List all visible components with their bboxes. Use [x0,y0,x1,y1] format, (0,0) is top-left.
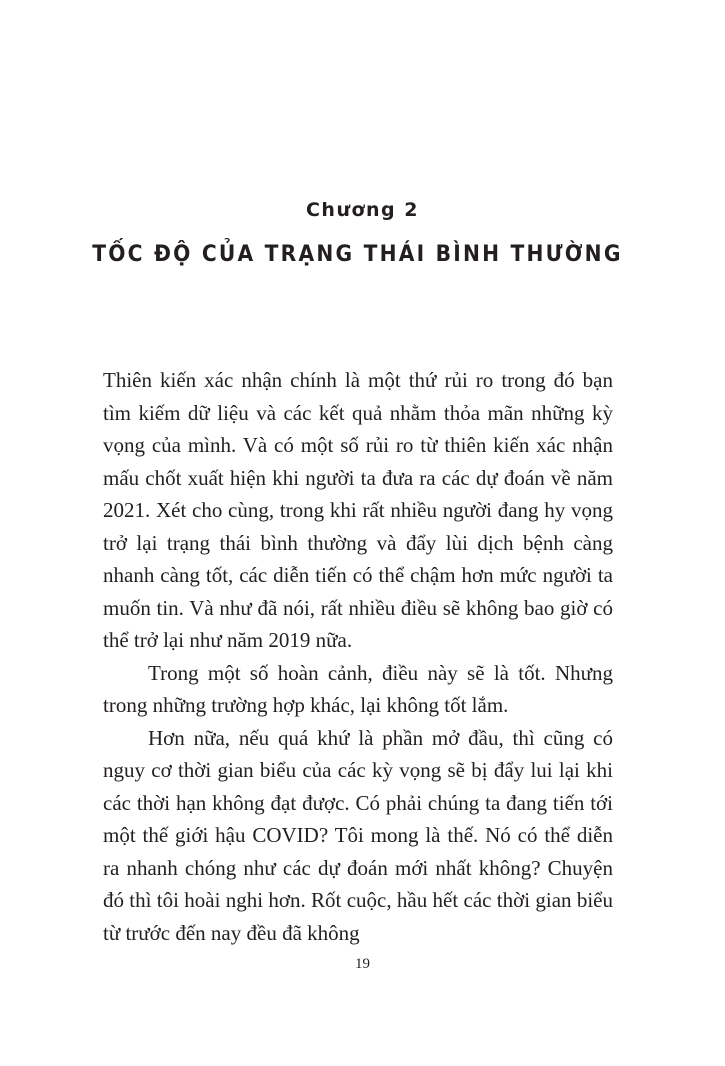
page-number: 19 [355,956,370,972]
paragraph-2: Trong một số hoàn cảnh, điều này sẽ là tốt. Nhưng trong những trường hợp khác, lại không tốt lắm. [103,660,613,717]
body-text [103,364,613,949]
paragraph-3: Hơn nữa, nếu quá khứ là phần mở đầu, thì cũng có nguy cơ thời gian biểu của các kỳ vọng sẽ bị đẩy lui lại khi các thời hạn không đạt được. Có phải chúng ta đang tiến tới một thế giới hậu COVID? Tôi mong là thế. Nó có thể diễn ra nhanh chóng như các dự đoán mới nhất không? Chuyện đó thì tôi hoài nghi hơn. Rốt cuộc, hầu hết các thời gian biểu từ trước đến nay đều đã không [103,725,613,945]
chapter-label: Chương 2 [305,199,419,221]
chapter-title: TỐC ĐỘ CỦA TRẠNG THÁI BÌNH THƯỜNG [92,242,623,267]
paragraph-1: Thiên kiến xác nhận chính là một thứ rủi ro trong đó bạn tìm kiếm dữ liệu và các kết quả nhằm thỏa mãn những kỳ vọng của mình. Và có một số rủi ro từ thiên kiến xác nhận mấu chốt xuất hiện khi người ta đưa ra các dự đoán về năm 2021. Xét cho cùng, trong khi rất nhiều người đang hy vọng trở lại trạng thái bình thường và đẩy lùi dịch bệnh càng nhanh càng tốt, các diễn tiến có thể chậm hơn mức người ta muốn tin. Và như đã nói, rất nhiều điều sẽ không bao giờ có thể trở lại như năm 2019 nữa. [103,368,613,652]
